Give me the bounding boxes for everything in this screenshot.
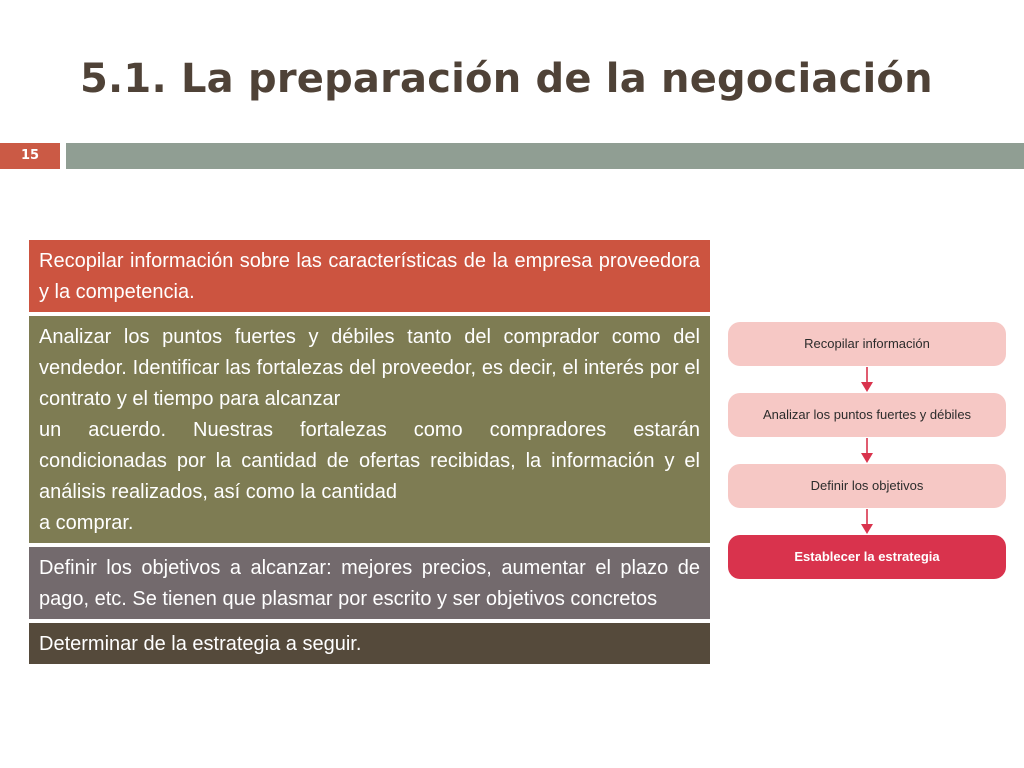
- flow-box-establecer: Establecer la estrategia: [728, 535, 1006, 579]
- slide-title: 5.1. La preparación de la negociación: [80, 56, 933, 102]
- page-number: 15: [0, 143, 60, 169]
- step-analizar: [29, 316, 710, 543]
- down-arrow-icon: [728, 366, 1006, 393]
- step-text: un acuerdo. Nuestras fortalezas como compradores estarán condicionadas por la cantidad de ofertas recibidas, la información y el análisis realizados, así como la cantidad: [39, 419, 700, 503]
- step-determinar: [29, 623, 710, 664]
- steps-list: [29, 240, 710, 664]
- step-text: Determinar de la estrategia a seguir.: [39, 633, 362, 655]
- step-definir: [29, 547, 710, 619]
- flow-diagram: [728, 322, 1006, 579]
- step-text: Recopilar información sobre las características de la empresa proveedora y la competencia.: [39, 250, 700, 303]
- flow-box-recopilar: Recopilar información: [728, 322, 1006, 366]
- down-arrow-icon: [728, 508, 1006, 535]
- step-text: a comprar.: [39, 512, 134, 534]
- step-text: Definir los objetivos a alcanzar: mejores precios, aumentar el plazo de pago, etc. Se tienen que plasmar por escrito y ser objetivos concretos: [39, 557, 700, 610]
- header-bar: [66, 143, 1024, 169]
- flow-box-analizar: Analizar los puntos fuertes y débiles: [728, 393, 1006, 437]
- step-text: Analizar los puntos fuertes y débiles tanto del comprador como del vendedor. Identificar las fortalezas del proveedor, es decir, el interés por el contrato y el tiempo para alcanzar: [39, 326, 700, 410]
- step-recopilar: [29, 240, 710, 312]
- down-arrow-icon: [728, 437, 1006, 464]
- flow-box-definir: Definir los objetivos: [728, 464, 1006, 508]
